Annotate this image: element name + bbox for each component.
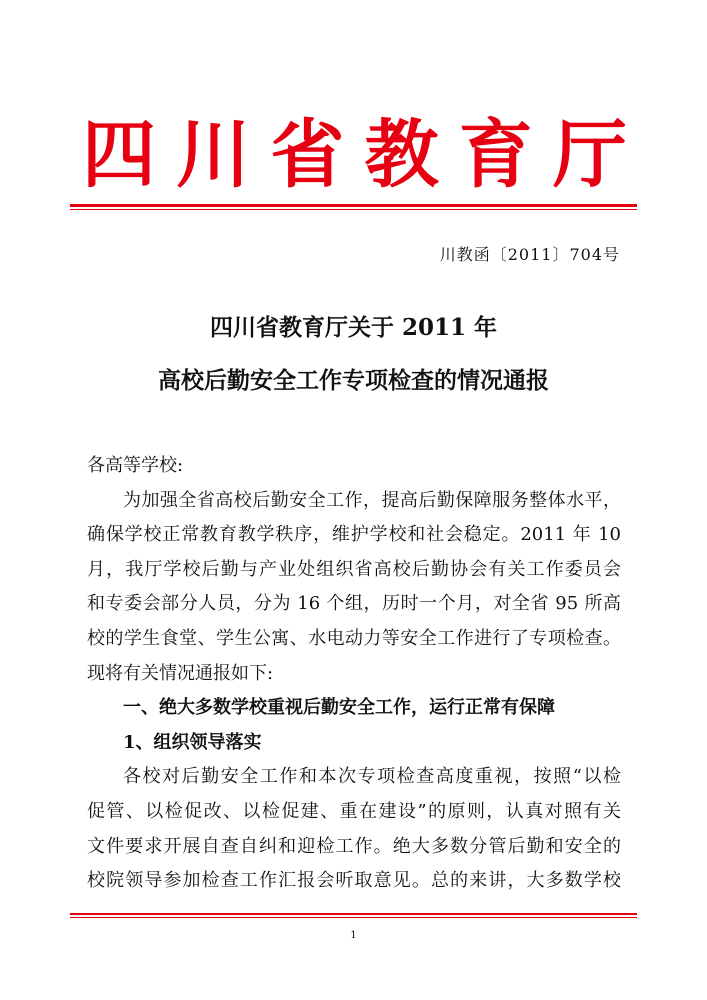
masthead-char: 四 [82,112,156,198]
document-body [87,449,621,899]
section-heading: 一、绝大多数学校重视后勤安全工作，运行正常有保障 [123,697,555,719]
salutation: 各高等学校: [87,455,184,476]
masthead-title [82,112,627,198]
page-number: 1 [350,930,357,941]
paragraph-line: 校院领导参加检查工作汇报会听取意见。总的来讲，大多数学校 [87,870,621,892]
paragraph-line: 促管、以检促改、以检促建、重在建设”的原则，认真对照有关 [87,800,621,822]
subsection-heading: 1、组织领导落实 [123,731,262,753]
paragraph-line: 各校对后勤安全工作和本次专项检查高度重视，按照“以检 [123,766,621,788]
document-title-line-1: 四川省教育厅关于 2011 年 [209,314,498,341]
paragraph-line: 确保学校正常教育教学秩序，维护学校和社会稳定。2011 年 10 [87,524,621,546]
paragraph-line: 校的学生食堂、学生公寓、水电动力等安全工作进行了专项检查。 [87,627,621,649]
document-title-line-2: 高校后勤安全工作专项检查的情况通报 [158,367,549,394]
masthead-char: 省 [270,112,345,198]
document-number: 川教函〔2011〕704号 [439,245,620,264]
header-divider-thick [70,204,637,207]
masthead-char: 育 [458,112,533,198]
paragraph-line: 文件要求开展自查自纠和迎检工作。绝大多数分管后勤和安全的 [87,835,621,857]
paragraph-line: 和专委会部分人员，分为 16 个组，历时一个月，对全省 95 所高 [87,593,621,615]
masthead-char: 厅 [552,112,627,198]
header-divider-thin [70,209,637,210]
masthead-char: 教 [364,112,439,198]
footer-divider-thin [70,917,637,918]
paragraph-line: 月，我厅学校后勤与产业处组织省高校后勤协会有关工作委员会 [87,558,621,580]
masthead-char: 川 [176,112,251,198]
footer-divider-thick [70,913,637,915]
paragraph-line: 现将有关情况通报如下: [87,662,274,684]
paragraph-line: 为加强全省高校后勤安全工作，提高后勤保障服务整体水平， [123,489,621,511]
